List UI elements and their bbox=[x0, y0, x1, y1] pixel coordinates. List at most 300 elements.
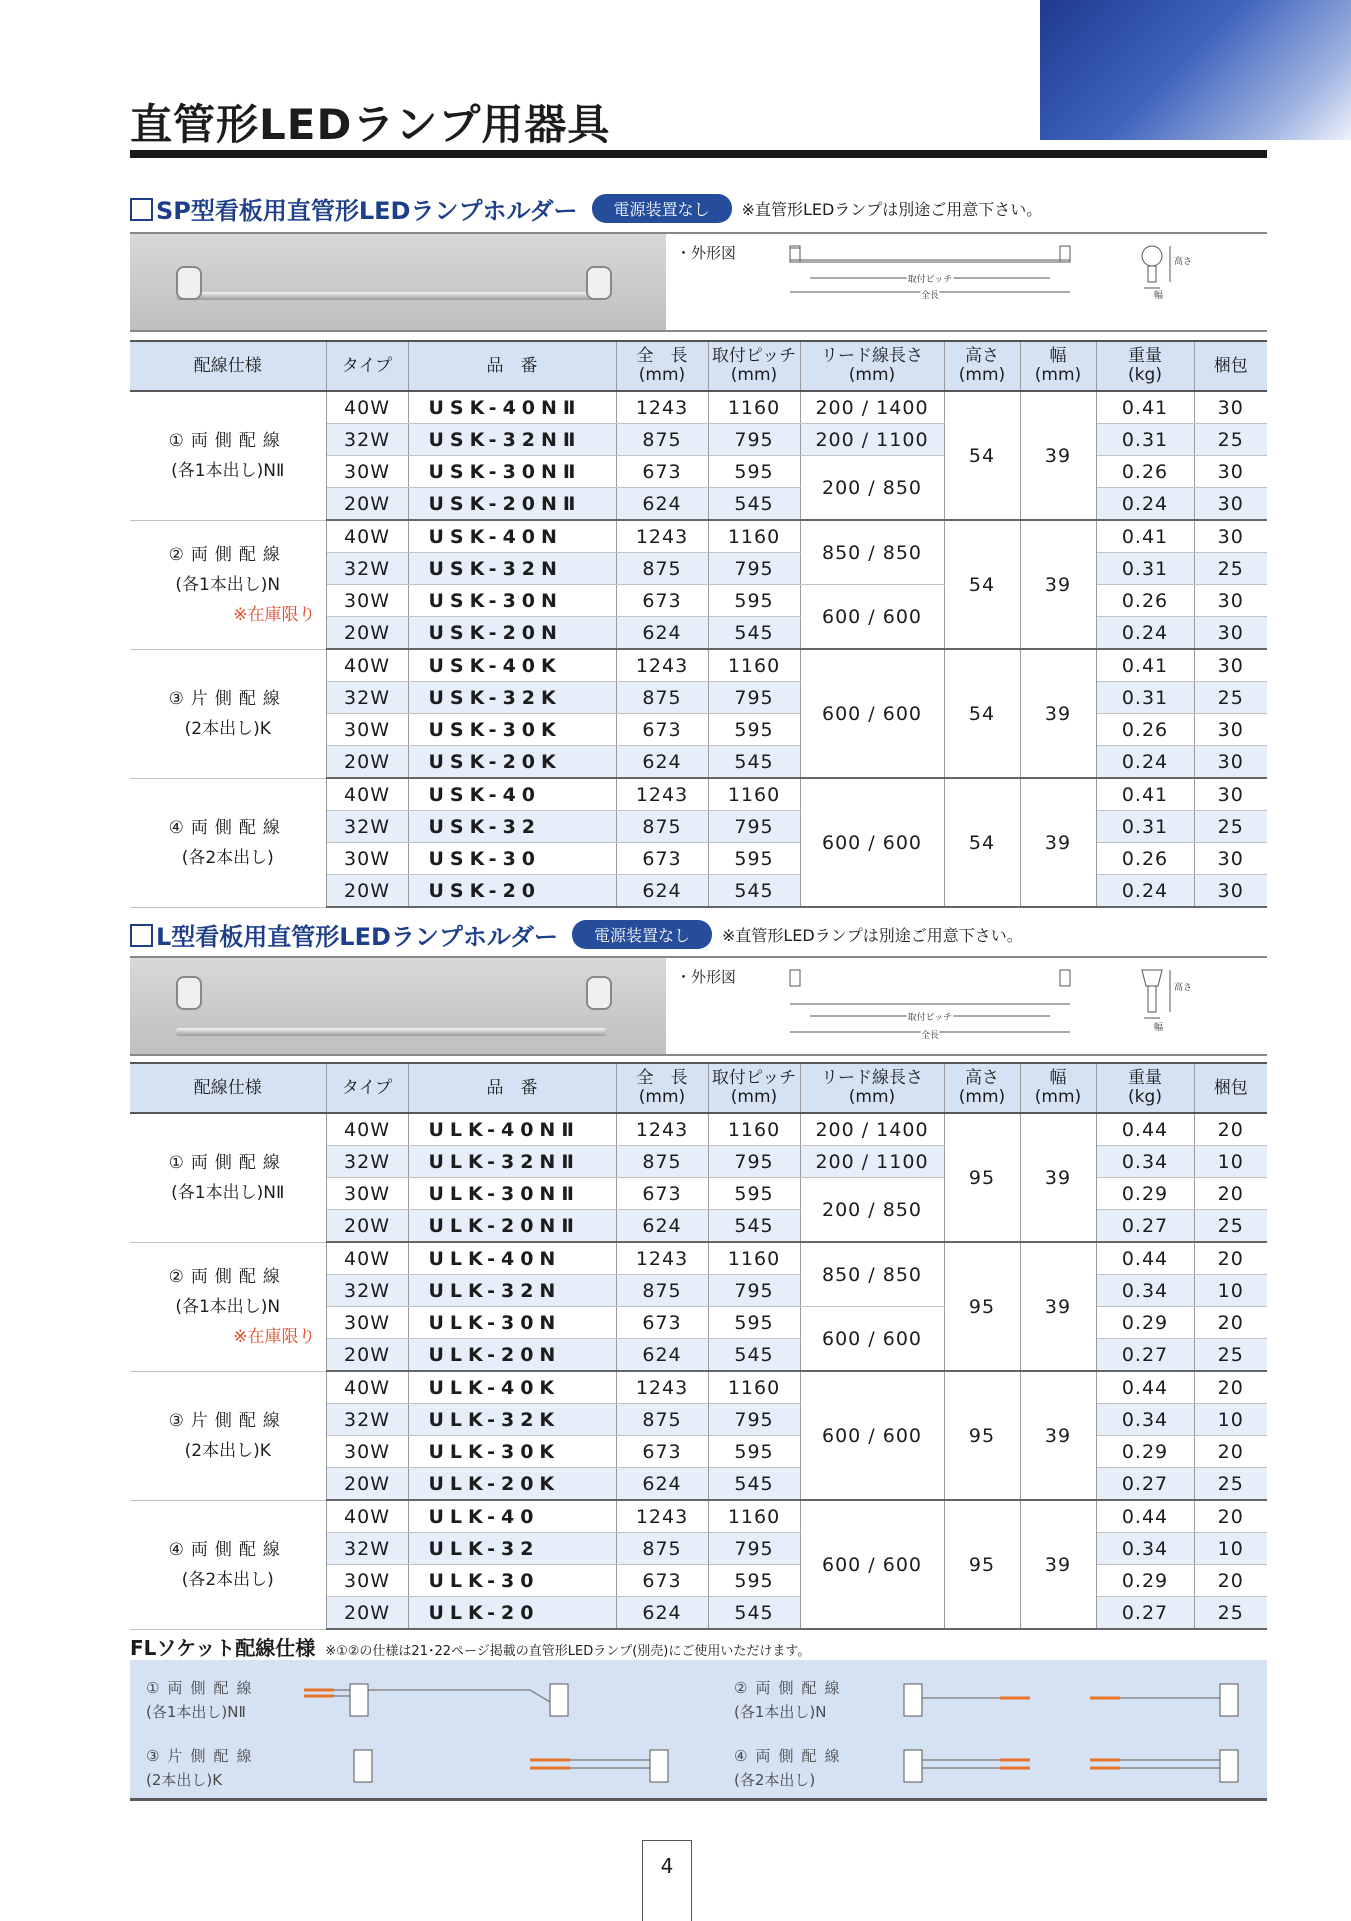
weight-cell: 0.31 bbox=[1096, 811, 1194, 843]
section-1-illustration bbox=[130, 232, 1267, 332]
model-number-cell: ULK-40NⅡ bbox=[408, 1113, 616, 1146]
lead-wire-length-cell: 200 / 1400 bbox=[800, 1113, 944, 1146]
pitch-cell: 1160 bbox=[708, 1371, 800, 1404]
pitch-cell: 595 bbox=[708, 843, 800, 875]
type-cell: 40W bbox=[326, 1371, 408, 1404]
pitch-cell: 795 bbox=[708, 682, 800, 714]
holder-photo bbox=[130, 234, 666, 330]
fl-item-name: ①両側配線 bbox=[146, 1679, 260, 1697]
wiring-spec-sub: (2本出し)K bbox=[184, 1440, 271, 1461]
wiring-spec-name: ④両側配線 bbox=[168, 817, 287, 838]
length-cell: 673 bbox=[616, 1565, 708, 1597]
type-cell: 20W bbox=[326, 746, 408, 779]
package-qty-cell: 30 bbox=[1194, 649, 1267, 682]
model-number-cell: USK-40N bbox=[408, 520, 616, 553]
table-row bbox=[130, 1371, 1267, 1404]
pitch-cell: 795 bbox=[708, 424, 800, 456]
column-header: リード線長さ (mm) bbox=[800, 341, 944, 391]
type-cell: 20W bbox=[326, 1468, 408, 1501]
type-cell: 30W bbox=[326, 1565, 408, 1597]
package-qty-cell: 25 bbox=[1194, 1210, 1267, 1243]
length-cell: 1243 bbox=[616, 778, 708, 811]
package-qty-cell: 10 bbox=[1194, 1533, 1267, 1565]
type-cell: 40W bbox=[326, 1113, 408, 1146]
width-cell: 39 bbox=[1020, 778, 1096, 907]
pitch-cell: 1160 bbox=[708, 520, 800, 553]
wiring-spec-sub: (各2本出し) bbox=[181, 847, 274, 868]
length-cell: 875 bbox=[616, 1146, 708, 1178]
type-cell: 32W bbox=[326, 553, 408, 585]
length-cell: 624 bbox=[616, 617, 708, 650]
model-number-cell: ULK-30N bbox=[408, 1307, 616, 1339]
type-cell: 20W bbox=[326, 1339, 408, 1372]
package-qty-cell: 30 bbox=[1194, 746, 1267, 779]
type-cell: 30W bbox=[326, 714, 408, 746]
length-cell: 624 bbox=[616, 875, 708, 908]
model-number-cell: USK-32NⅡ bbox=[408, 424, 616, 456]
length-cell: 624 bbox=[616, 746, 708, 779]
length-cell: 1243 bbox=[616, 520, 708, 553]
checkbox-square-icon bbox=[130, 924, 153, 947]
lead-wire-length-cell: 600 / 600 bbox=[800, 1307, 944, 1372]
type-cell: 40W bbox=[326, 520, 408, 553]
height-dim-label: 高さ bbox=[1174, 257, 1193, 267]
type-cell: 32W bbox=[326, 1146, 408, 1178]
wiring-spec-cell bbox=[130, 1500, 326, 1629]
column-header: タイプ bbox=[326, 1063, 408, 1113]
package-qty-cell: 20 bbox=[1194, 1500, 1267, 1533]
wiring-spec-sub: (各2本出し) bbox=[181, 1569, 274, 1590]
pitch-cell: 795 bbox=[708, 1533, 800, 1565]
weight-cell: 0.44 bbox=[1096, 1113, 1194, 1146]
lead-wire-length-cell: 600 / 600 bbox=[800, 585, 944, 650]
weight-cell: 0.44 bbox=[1096, 1242, 1194, 1275]
wiring-diagram-4 bbox=[900, 1744, 1260, 1788]
wiring-spec-cell bbox=[130, 1371, 326, 1500]
corner-gradient-decoration bbox=[1040, 0, 1351, 140]
package-qty-cell: 30 bbox=[1194, 843, 1267, 875]
type-cell: 40W bbox=[326, 649, 408, 682]
weight-cell: 0.34 bbox=[1096, 1533, 1194, 1565]
lead-wire-length-cell: 600 / 600 bbox=[800, 649, 944, 778]
length-cell: 1243 bbox=[616, 649, 708, 682]
lead-wire-length-cell: 850 / 850 bbox=[800, 520, 944, 585]
wiring-spec-cell bbox=[130, 1242, 326, 1371]
lead-wire-length-cell: 200 / 850 bbox=[800, 456, 944, 521]
wiring-spec-cell bbox=[130, 649, 326, 778]
pitch-cell: 1160 bbox=[708, 1113, 800, 1146]
lead-wire-length-cell: 200 / 1100 bbox=[800, 1146, 944, 1178]
fl-socket-panel bbox=[130, 1660, 1267, 1801]
length-cell: 673 bbox=[616, 714, 708, 746]
wiring-diagram-2 bbox=[900, 1678, 1260, 1722]
type-cell: 32W bbox=[326, 811, 408, 843]
model-number-cell: USK-20K bbox=[408, 746, 616, 779]
column-header: 重量 (kg) bbox=[1096, 341, 1194, 391]
type-cell: 20W bbox=[326, 875, 408, 908]
socket-right-image bbox=[586, 266, 612, 300]
column-header: 配線仕様 bbox=[130, 341, 326, 391]
package-qty-cell: 20 bbox=[1194, 1113, 1267, 1146]
usk-spec-table bbox=[130, 340, 1267, 908]
length-cell: 1243 bbox=[616, 1500, 708, 1533]
package-qty-cell: 20 bbox=[1194, 1242, 1267, 1275]
lamp-sold-separately-note: ※直管形LEDランプは別途ご用意下さい。 bbox=[721, 925, 1023, 945]
length-cell: 875 bbox=[616, 1275, 708, 1307]
no-power-unit-badge: 電源装置なし bbox=[572, 920, 712, 949]
weight-cell: 0.26 bbox=[1096, 585, 1194, 617]
pitch-dim-label: 取付ピッチ bbox=[907, 275, 953, 285]
wiring-diagram-1 bbox=[300, 1678, 700, 1722]
package-qty-cell: 30 bbox=[1194, 456, 1267, 488]
wiring-spec-cell bbox=[130, 1113, 326, 1242]
wiring-spec-cell bbox=[130, 520, 326, 649]
length-cell: 1243 bbox=[616, 1242, 708, 1275]
type-cell: 32W bbox=[326, 1275, 408, 1307]
type-cell: 30W bbox=[326, 843, 408, 875]
package-qty-cell: 10 bbox=[1194, 1275, 1267, 1307]
page-title: 直管形LEDランプ用器具 bbox=[130, 100, 611, 149]
type-cell: 20W bbox=[326, 1597, 408, 1630]
type-cell: 32W bbox=[326, 1404, 408, 1436]
holder-bar-image bbox=[176, 1028, 606, 1036]
section-2-header bbox=[130, 916, 1023, 952]
wiring-spec-sub: (各1本出し)N bbox=[175, 1296, 281, 1317]
weight-cell: 0.41 bbox=[1096, 520, 1194, 553]
package-qty-cell: 30 bbox=[1194, 617, 1267, 650]
table-header-row bbox=[130, 1063, 1267, 1113]
model-number-cell: USK-20N bbox=[408, 617, 616, 650]
pitch-cell: 595 bbox=[708, 1565, 800, 1597]
package-qty-cell: 25 bbox=[1194, 553, 1267, 585]
pitch-cell: 1160 bbox=[708, 1242, 800, 1275]
pitch-cell: 795 bbox=[708, 1275, 800, 1307]
type-cell: 40W bbox=[326, 391, 408, 424]
pitch-cell: 595 bbox=[708, 714, 800, 746]
holder-photo bbox=[130, 958, 666, 1054]
fl-socket-note: ※①②の仕様は21･22ページ掲載の直管形LEDランプ(別売)にご使用いただけます。 bbox=[325, 1644, 811, 1659]
model-number-cell: ULK-20NⅡ bbox=[408, 1210, 616, 1243]
model-number-cell: USK-30N bbox=[408, 585, 616, 617]
type-cell: 40W bbox=[326, 1500, 408, 1533]
table-row bbox=[130, 1113, 1267, 1146]
model-number-cell: ULK-32 bbox=[408, 1533, 616, 1565]
pitch-cell: 545 bbox=[708, 1339, 800, 1372]
fl-socket-heading bbox=[130, 1632, 810, 1661]
weight-cell: 0.44 bbox=[1096, 1371, 1194, 1404]
fl-item-1 bbox=[146, 1676, 259, 1724]
checkbox-square-icon bbox=[130, 198, 153, 221]
height-cell: 95 bbox=[944, 1242, 1020, 1371]
length-cell: 875 bbox=[616, 811, 708, 843]
type-cell: 20W bbox=[326, 617, 408, 650]
pitch-cell: 595 bbox=[708, 1178, 800, 1210]
type-cell: 20W bbox=[326, 1210, 408, 1243]
table-row bbox=[130, 391, 1267, 424]
pitch-cell: 545 bbox=[708, 746, 800, 779]
package-qty-cell: 30 bbox=[1194, 520, 1267, 553]
model-number-cell: ULK-32NⅡ bbox=[408, 1146, 616, 1178]
package-qty-cell: 25 bbox=[1194, 424, 1267, 456]
lead-wire-length-cell: 200 / 1400 bbox=[800, 391, 944, 424]
weight-cell: 0.29 bbox=[1096, 1307, 1194, 1339]
holder-bar-image bbox=[176, 292, 606, 300]
model-number-cell: ULK-20K bbox=[408, 1468, 616, 1501]
column-header: 品 番 bbox=[408, 341, 616, 391]
weight-cell: 0.27 bbox=[1096, 1468, 1194, 1501]
pitch-cell: 595 bbox=[708, 1307, 800, 1339]
package-qty-cell: 25 bbox=[1194, 1468, 1267, 1501]
table-row bbox=[130, 520, 1267, 553]
height-dim-label: 高さ bbox=[1174, 983, 1193, 993]
column-header: 全 長 (mm) bbox=[616, 341, 708, 391]
model-number-cell: ULK-30NⅡ bbox=[408, 1178, 616, 1210]
wiring-spec-name: ②両側配線 bbox=[168, 544, 287, 565]
wiring-spec-name: ③片側配線 bbox=[168, 1410, 287, 1431]
pitch-cell: 1160 bbox=[708, 778, 800, 811]
weight-cell: 0.24 bbox=[1096, 875, 1194, 908]
fl-item-name: ③片側配線 bbox=[146, 1747, 260, 1765]
pitch-cell: 545 bbox=[708, 1597, 800, 1630]
no-power-unit-badge: 電源装置なし bbox=[592, 194, 732, 223]
fl-item-sub: (2本出し)K bbox=[146, 1771, 223, 1789]
length-cell: 673 bbox=[616, 1178, 708, 1210]
type-cell: 30W bbox=[326, 456, 408, 488]
wiring-diagram-3 bbox=[350, 1744, 710, 1788]
weight-cell: 0.29 bbox=[1096, 1565, 1194, 1597]
length-cell: 875 bbox=[616, 1533, 708, 1565]
width-dim-label: 幅 bbox=[1154, 291, 1164, 301]
pitch-cell: 1160 bbox=[708, 1500, 800, 1533]
height-cell: 95 bbox=[944, 1371, 1020, 1500]
package-qty-cell: 30 bbox=[1194, 488, 1267, 521]
column-header: 梱包 bbox=[1194, 341, 1267, 391]
column-header: 重量 (kg) bbox=[1096, 1063, 1194, 1113]
side-dimension-drawing bbox=[1130, 242, 1193, 302]
pitch-cell: 545 bbox=[708, 875, 800, 908]
width-cell: 39 bbox=[1020, 1500, 1096, 1629]
model-number-cell: ULK-40N bbox=[408, 1242, 616, 1275]
fl-item-3 bbox=[146, 1744, 259, 1792]
weight-cell: 0.29 bbox=[1096, 1178, 1194, 1210]
model-number-cell: USK-30K bbox=[408, 714, 616, 746]
weight-cell: 0.27 bbox=[1096, 1339, 1194, 1372]
weight-cell: 0.26 bbox=[1096, 843, 1194, 875]
weight-cell: 0.31 bbox=[1096, 553, 1194, 585]
wiring-spec-sub: (2本出し)K bbox=[184, 718, 271, 739]
model-number-cell: USK-30 bbox=[408, 843, 616, 875]
length-cell: 875 bbox=[616, 424, 708, 456]
column-header: 梱包 bbox=[1194, 1063, 1267, 1113]
package-qty-cell: 20 bbox=[1194, 1307, 1267, 1339]
wiring-spec-name: ④両側配線 bbox=[168, 1539, 287, 1560]
model-number-cell: USK-32K bbox=[408, 682, 616, 714]
lead-wire-length-cell: 600 / 600 bbox=[800, 778, 944, 907]
height-cell: 54 bbox=[944, 391, 1020, 520]
width-cell: 39 bbox=[1020, 1113, 1096, 1242]
model-number-cell: ULK-20 bbox=[408, 1597, 616, 1630]
model-number-cell: ULK-20N bbox=[408, 1339, 616, 1372]
front-dimension-drawing bbox=[790, 240, 1090, 320]
section-2-title: L型看板用直管形LEDランプホルダー bbox=[130, 917, 558, 952]
lead-wire-length-cell: 600 / 600 bbox=[800, 1371, 944, 1500]
pitch-cell: 1160 bbox=[708, 391, 800, 424]
length-cell: 624 bbox=[616, 1597, 708, 1630]
width-cell: 39 bbox=[1020, 649, 1096, 778]
height-cell: 95 bbox=[944, 1113, 1020, 1242]
socket-left-image bbox=[176, 976, 202, 1010]
length-cell: 1243 bbox=[616, 1371, 708, 1404]
length-cell: 624 bbox=[616, 1339, 708, 1372]
length-cell: 624 bbox=[616, 488, 708, 521]
table-header-row bbox=[130, 341, 1267, 391]
package-qty-cell: 10 bbox=[1194, 1146, 1267, 1178]
column-header: 全 長 (mm) bbox=[616, 1063, 708, 1113]
pitch-cell: 595 bbox=[708, 1436, 800, 1468]
wiring-spec-cell bbox=[130, 391, 326, 520]
weight-cell: 0.41 bbox=[1096, 778, 1194, 811]
weight-cell: 0.41 bbox=[1096, 391, 1194, 424]
length-cell: 875 bbox=[616, 553, 708, 585]
weight-cell: 0.44 bbox=[1096, 1500, 1194, 1533]
package-qty-cell: 30 bbox=[1194, 875, 1267, 908]
lead-wire-length-cell: 600 / 600 bbox=[800, 1500, 944, 1629]
width-cell: 39 bbox=[1020, 1371, 1096, 1500]
package-qty-cell: 10 bbox=[1194, 1404, 1267, 1436]
package-qty-cell: 30 bbox=[1194, 714, 1267, 746]
length-cell: 624 bbox=[616, 1468, 708, 1501]
fl-item-sub: (各1本出し)NⅡ bbox=[146, 1703, 246, 1721]
wiring-spec-cell bbox=[130, 778, 326, 907]
length-cell: 673 bbox=[616, 1436, 708, 1468]
column-header: 幅 (mm) bbox=[1020, 1063, 1096, 1113]
pitch-cell: 795 bbox=[708, 1146, 800, 1178]
model-number-cell: USK-32 bbox=[408, 811, 616, 843]
weight-cell: 0.34 bbox=[1096, 1275, 1194, 1307]
pitch-dim-label: 取付ピッチ bbox=[907, 1013, 953, 1023]
wiring-spec-name: ②両側配線 bbox=[168, 1266, 287, 1287]
front-dimension-drawing bbox=[790, 964, 1090, 1052]
column-header: 高さ (mm) bbox=[944, 1063, 1020, 1113]
socket-right-image bbox=[586, 976, 612, 1010]
package-qty-cell: 25 bbox=[1194, 1339, 1267, 1372]
wiring-spec-sub: (各1本出し)NⅡ bbox=[171, 1182, 285, 1203]
width-dim-label: 幅 bbox=[1154, 1023, 1164, 1033]
stock-limited-note: ※在庫限り bbox=[233, 1326, 316, 1347]
height-cell: 54 bbox=[944, 520, 1020, 649]
type-cell: 40W bbox=[326, 778, 408, 811]
lead-wire-length-cell: 850 / 850 bbox=[800, 1242, 944, 1307]
package-qty-cell: 30 bbox=[1194, 778, 1267, 811]
package-qty-cell: 25 bbox=[1194, 1597, 1267, 1630]
height-cell: 95 bbox=[944, 1500, 1020, 1629]
length-cell: 1243 bbox=[616, 1113, 708, 1146]
type-cell: 32W bbox=[326, 1533, 408, 1565]
total-length-dim-label: 全長 bbox=[920, 291, 940, 301]
pitch-cell: 595 bbox=[708, 456, 800, 488]
width-cell: 39 bbox=[1020, 1242, 1096, 1371]
package-qty-cell: 20 bbox=[1194, 1371, 1267, 1404]
wiring-spec-name: ①両側配線 bbox=[168, 1152, 287, 1173]
model-number-cell: USK-32N bbox=[408, 553, 616, 585]
type-cell: 30W bbox=[326, 1307, 408, 1339]
weight-cell: 0.31 bbox=[1096, 424, 1194, 456]
length-cell: 673 bbox=[616, 585, 708, 617]
title-rule bbox=[130, 150, 1267, 158]
column-header: リード線長さ (mm) bbox=[800, 1063, 944, 1113]
fl-item-name: ④両側配線 bbox=[734, 1747, 848, 1765]
fl-item-4 bbox=[734, 1744, 847, 1792]
column-header: タイプ bbox=[326, 341, 408, 391]
lead-wire-length-cell: 200 / 850 bbox=[800, 1178, 944, 1243]
pitch-cell: 1160 bbox=[708, 649, 800, 682]
weight-cell: 0.41 bbox=[1096, 649, 1194, 682]
socket-left-image bbox=[176, 266, 202, 300]
table-row bbox=[130, 778, 1267, 811]
type-cell: 30W bbox=[326, 1178, 408, 1210]
length-cell: 624 bbox=[616, 1210, 708, 1243]
fl-item-name: ②両側配線 bbox=[734, 1679, 848, 1697]
type-cell: 40W bbox=[326, 1242, 408, 1275]
table-row bbox=[130, 1500, 1267, 1533]
wiring-spec-sub: (各1本出し)NⅡ bbox=[171, 460, 285, 481]
stock-limited-note: ※在庫限り bbox=[233, 604, 316, 625]
pitch-cell: 795 bbox=[708, 553, 800, 585]
pitch-cell: 545 bbox=[708, 488, 800, 521]
weight-cell: 0.27 bbox=[1096, 1597, 1194, 1630]
pitch-cell: 545 bbox=[708, 1210, 800, 1243]
fl-item-2 bbox=[734, 1676, 847, 1724]
pitch-cell: 595 bbox=[708, 585, 800, 617]
weight-cell: 0.34 bbox=[1096, 1146, 1194, 1178]
fl-item-sub: (各2本出し) bbox=[734, 1771, 816, 1789]
model-number-cell: USK-20NⅡ bbox=[408, 488, 616, 521]
type-cell: 30W bbox=[326, 585, 408, 617]
length-cell: 1243 bbox=[616, 391, 708, 424]
height-cell: 54 bbox=[944, 778, 1020, 907]
outline-drawing-label: ・外形図 bbox=[676, 968, 737, 986]
column-header: 幅 (mm) bbox=[1020, 341, 1096, 391]
weight-cell: 0.26 bbox=[1096, 714, 1194, 746]
weight-cell: 0.24 bbox=[1096, 617, 1194, 650]
model-number-cell: USK-40 bbox=[408, 778, 616, 811]
model-number-cell: USK-20 bbox=[408, 875, 616, 908]
weight-cell: 0.31 bbox=[1096, 682, 1194, 714]
table-row bbox=[130, 649, 1267, 682]
column-header: 高さ (mm) bbox=[944, 341, 1020, 391]
column-header: 取付ピッチ (mm) bbox=[708, 1063, 800, 1113]
length-cell: 673 bbox=[616, 456, 708, 488]
package-qty-cell: 30 bbox=[1194, 391, 1267, 424]
weight-cell: 0.24 bbox=[1096, 746, 1194, 779]
lead-wire-length-cell: 200 / 1100 bbox=[800, 424, 944, 456]
model-number-cell: ULK-32N bbox=[408, 1275, 616, 1307]
package-qty-cell: 20 bbox=[1194, 1436, 1267, 1468]
column-header: 配線仕様 bbox=[130, 1063, 326, 1113]
model-number-cell: ULK-32K bbox=[408, 1404, 616, 1436]
width-cell: 39 bbox=[1020, 391, 1096, 520]
type-cell: 32W bbox=[326, 682, 408, 714]
package-qty-cell: 30 bbox=[1194, 585, 1267, 617]
lamp-sold-separately-note: ※直管形LEDランプは別途ご用意下さい。 bbox=[741, 199, 1043, 219]
fl-socket-title: FLソケット配線仕様 bbox=[130, 1636, 316, 1660]
total-length-dim-label: 全長 bbox=[920, 1031, 940, 1041]
package-qty-cell: 20 bbox=[1194, 1178, 1267, 1210]
model-number-cell: ULK-30 bbox=[408, 1565, 616, 1597]
weight-cell: 0.34 bbox=[1096, 1404, 1194, 1436]
package-qty-cell: 25 bbox=[1194, 682, 1267, 714]
model-number-cell: USK-40NⅡ bbox=[408, 391, 616, 424]
